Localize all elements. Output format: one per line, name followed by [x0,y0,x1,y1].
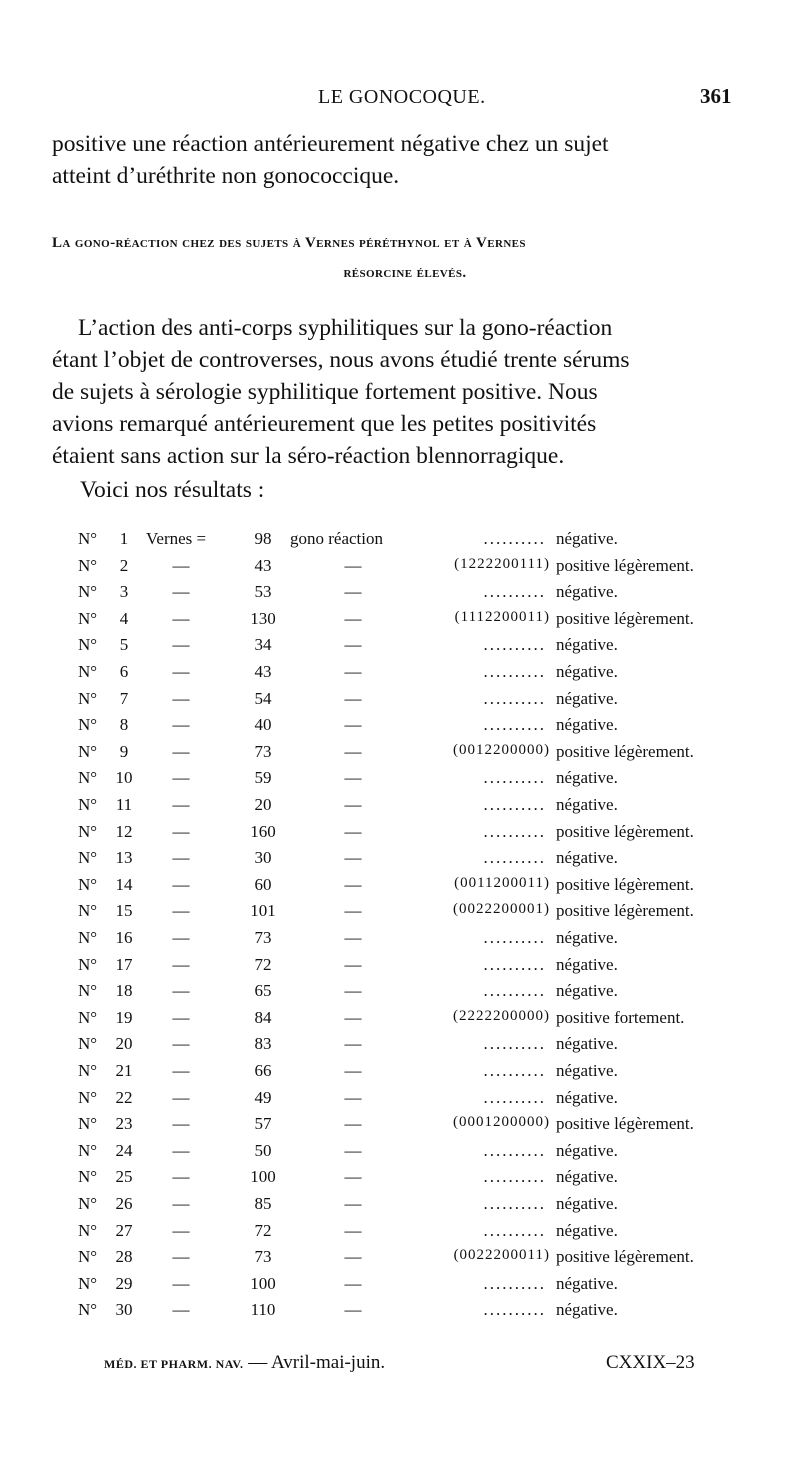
row-number-label: N° [78,1061,98,1080]
footer-journal-issue: — Avril-mai-juin. [243,1352,386,1373]
result-row [0,1247,800,1273]
result-row [0,928,800,954]
result-row [0,609,800,635]
reaction-code: (0012200000) [453,741,550,758]
result-row [0,1167,800,1193]
row-number: 8 [119,715,129,735]
result-text: négative. [556,1087,618,1107]
row-number-label: N° [78,1247,98,1267]
ditto-dash: — [172,848,190,868]
row-number: 1 [119,529,129,548]
leader-dots: .......... [483,1194,546,1213]
section-heading [52,228,758,288]
page-footer [0,1352,800,1382]
ditto-dash: — [172,768,190,788]
result-row [0,1194,800,1220]
result-text: négative. [556,768,618,788]
intro-line: atteint d’uréthrite non gonococcique. [52,163,400,189]
vernes-label: Vernes = [146,529,207,548]
result-text: négative. [556,954,618,974]
result-text: négative. [556,1220,618,1240]
section-heading-line: La gono-réaction chez des sujets à Vernes péréthynol et à Vernes [52,235,526,251]
body-paragraph [52,312,752,472]
row-number-label: N° [78,635,98,655]
ditto-dash: — [172,1114,190,1134]
result-row [0,1141,800,1167]
vernes-value: 54 [254,688,272,708]
footer-signature: CXXIX–23 [606,1352,695,1373]
ditto-dash: — [172,1194,190,1213]
row-number-label: N° [78,1007,98,1027]
result-text: négative. [556,715,618,735]
vernes-value: 110 [250,1300,276,1320]
row-number: 26 [115,1194,133,1213]
result-text: négative. [556,1273,618,1293]
reaction-code: (0022200001) [453,901,550,918]
ditto-dash: — [172,901,190,921]
vernes-value: 20 [254,795,272,814]
row-number-label: N° [78,848,98,868]
ditto-dash: — [172,795,190,814]
ditto-dash: — [344,741,362,761]
ditto-dash: — [344,1034,362,1054]
leader-dots: .......... [483,715,546,735]
result-row [0,1061,800,1087]
row-number: 23 [115,1114,133,1134]
ditto-dash: — [344,635,362,655]
row-number-label: N° [78,1273,98,1293]
row-number: 12 [115,821,133,841]
row-number: 28 [115,1247,133,1267]
ditto-dash: — [344,662,362,681]
row-number-label: N° [78,821,98,841]
result-row [0,1008,800,1034]
ditto-dash: — [172,1273,190,1293]
ditto-dash: — [344,1087,362,1107]
ditto-dash: — [172,1247,190,1267]
result-row [0,955,800,981]
vernes-value: 34 [254,635,272,655]
ditto-dash: — [172,741,190,761]
row-number: 17 [115,954,133,974]
vernes-value: 83 [254,1034,272,1054]
ditto-dash: — [344,848,362,868]
result-text: négative. [556,662,618,681]
row-number-label: N° [78,555,98,575]
ditto-dash: — [344,1247,362,1267]
leader-dots: .......... [483,529,546,548]
result-text: positive légèrement. [556,555,694,575]
body-line: étaient sans action sur la séro-réaction blennorragique. [52,443,565,469]
vernes-value: 40 [254,715,272,735]
ditto-dash: — [172,954,190,974]
leader-dots: .......... [483,1220,546,1240]
row-number: 30 [115,1300,133,1320]
row-number-label: N° [78,954,98,974]
page-number: 361 [700,84,732,108]
row-number-label: N° [78,874,98,894]
vernes-value: 160 [250,821,276,841]
leader-dots: .......... [483,662,546,681]
body-line: étant l’objet de controverses, nous avons étudié trente sérums [52,347,630,373]
row-number-label: N° [78,981,98,1001]
result-text: négative. [556,795,618,814]
row-number: 11 [115,795,133,814]
result-row [0,529,800,555]
ditto-dash: — [344,1167,362,1187]
ditto-dash: — [344,1273,362,1293]
reaction-code: (1112200011) [454,608,550,625]
ditto-dash: — [344,608,362,628]
ditto-dash: — [172,1007,190,1027]
row-number-label: N° [78,1087,98,1107]
result-row [0,582,800,608]
row-number: 21 [115,1061,133,1080]
leader-dots: .......... [483,1167,546,1187]
vernes-value: 30 [254,848,272,868]
row-number: 18 [115,981,133,1001]
reaction-code: (1222200111) [454,555,550,572]
vernes-value: 43 [254,555,272,575]
result-text: négative. [556,1167,618,1187]
ditto-dash: — [344,954,362,974]
row-number: 13 [115,848,133,868]
result-text: négative. [556,981,618,1001]
row-number: 6 [119,662,129,681]
row-number: 10 [115,768,133,788]
row-number: 20 [115,1034,133,1054]
result-text: négative. [556,688,618,708]
vernes-value: 72 [254,954,272,974]
ditto-dash: — [172,1167,190,1187]
ditto-dash: — [172,981,190,1001]
ditto-dash: — [172,1034,190,1054]
reaction-code: (0011200011) [454,874,550,891]
result-row [0,1114,800,1140]
section-heading-line: résorcine élevés. [343,265,467,281]
ditto-dash: — [344,1194,362,1213]
row-number: 16 [115,928,133,947]
running-head [0,86,800,116]
vernes-value: 84 [254,1007,272,1027]
ditto-dash: — [172,608,190,628]
row-number: 3 [119,582,129,602]
row-number: 4 [119,608,129,628]
result-text: négative. [556,1140,618,1160]
leader-dots: .......... [483,821,546,841]
vernes-value: 73 [254,1247,272,1267]
vernes-value: 60 [254,874,272,894]
result-text: négative. [556,582,618,602]
ditto-dash: — [172,555,190,575]
ditto-dash: — [344,582,362,602]
row-number: 19 [115,1007,133,1027]
row-number-label: N° [78,662,98,681]
result-text: négative. [556,1034,618,1054]
result-text: positive légèrement. [556,874,694,894]
ditto-dash: — [344,821,362,841]
result-row [0,635,800,661]
vernes-value: 73 [254,741,272,761]
result-text: positive légèrement. [556,1114,694,1134]
footer-journal [104,1352,385,1374]
ditto-dash: — [344,715,362,735]
footer-journal-abbrev: MÉD. ET PHARM. NAV. [104,1357,244,1371]
leader-dots: .......... [483,981,546,1001]
ditto-dash: — [172,688,190,708]
result-row [0,848,800,874]
ditto-dash: — [172,715,190,735]
result-row [0,1274,800,1300]
leader-dots: .......... [483,1140,546,1160]
leader-dots: .......... [483,848,546,868]
ditto-dash: — [172,928,190,947]
result-row [0,742,800,768]
body-line: L’action des anti-corps syphilitiques sur la gono-réaction [78,315,613,341]
reaction-code: (2222200000) [453,1007,550,1024]
vernes-value: 59 [254,768,272,788]
reaction-code: (0001200000) [453,1114,550,1131]
row-number: 24 [115,1140,133,1160]
ditto-dash: — [344,1220,362,1240]
result-row [0,556,800,582]
row-number: 22 [115,1087,133,1107]
result-text: positive légèrement. [556,741,694,761]
vernes-value: 85 [254,1194,272,1213]
row-number-label: N° [78,795,98,814]
result-text: négative. [556,1061,618,1080]
row-number-label: N° [78,582,98,602]
result-row [0,1221,800,1247]
result-row [0,1088,800,1114]
row-number: 14 [115,874,133,894]
row-number: 2 [119,555,129,575]
row-number-label: N° [78,1140,98,1160]
body-line: de sujets à sérologie syphilitique fortement positive. Nous [52,379,598,405]
ditto-dash: — [344,1300,362,1320]
ditto-dash: — [172,821,190,841]
ditto-dash: — [172,635,190,655]
ditto-dash: — [172,582,190,602]
leader-dots: .......... [483,768,546,788]
result-row [0,689,800,715]
intro-paragraph [52,128,752,192]
ditto-dash: — [344,981,362,1001]
vernes-value: 100 [250,1167,276,1187]
leader-dots: .......... [483,688,546,708]
ditto-dash: — [344,901,362,921]
leader-dots: .......... [483,928,546,947]
result-text: positive légèrement. [556,1247,694,1267]
row-number-label: N° [78,688,98,708]
vernes-value: 53 [254,582,272,602]
ditto-dash: — [344,555,362,575]
ditto-dash: — [172,1061,190,1080]
result-text: négative. [556,928,618,947]
result-text: positive légèrement. [556,608,694,628]
row-number-label: N° [78,768,98,788]
ditto-dash: — [172,1087,190,1107]
result-text: positive légèrement. [556,901,694,921]
row-number: 25 [115,1167,133,1187]
row-number-label: N° [78,1194,98,1213]
vernes-value: 98 [254,529,272,548]
vernes-value: 100 [250,1273,276,1293]
result-row [0,795,800,821]
ditto-dash: — [172,662,190,681]
gono-reaction-label: gono réaction [290,529,383,548]
ditto-dash: — [344,1007,362,1027]
vernes-value: 66 [254,1061,272,1080]
row-number-label: N° [78,1220,98,1240]
leader-dots: .......... [483,795,546,814]
vernes-value: 49 [254,1087,272,1107]
vernes-value: 43 [254,662,272,681]
ditto-dash: — [172,1220,190,1240]
result-row [0,875,800,901]
leader-dots: .......... [483,954,546,974]
row-number-label: N° [78,741,98,761]
row-number-label: N° [78,608,98,628]
row-number: 5 [119,635,129,655]
result-row [0,1300,800,1326]
ditto-dash: — [344,1140,362,1160]
row-number-label: N° [78,529,98,548]
result-row [0,715,800,741]
row-number: 15 [115,901,133,921]
leader-dots: .......... [483,635,546,655]
ditto-dash: — [344,1114,362,1134]
result-text: positive légèrement. [556,821,694,841]
result-row [0,1034,800,1060]
result-text: négative. [556,635,618,655]
row-number-label: N° [78,715,98,735]
vernes-value: 57 [254,1114,272,1134]
result-text: négative. [556,1300,618,1320]
row-number-label: N° [78,1114,98,1134]
leader-dots: .......... [483,1061,546,1080]
intro-line: positive une réaction antérieurement négative chez un sujet [52,131,609,157]
row-number-label: N° [78,1167,98,1187]
row-number-label: N° [78,1300,98,1320]
vernes-value: 73 [254,928,272,947]
ditto-dash: — [344,688,362,708]
result-text: négative. [556,1194,618,1213]
result-row [0,662,800,688]
row-number: 7 [119,688,129,708]
vernes-value: 50 [254,1140,272,1160]
running-title: LE GONOCOQUE. [318,86,486,108]
row-number-label: N° [78,1034,98,1054]
body-line: avions remarqué antérieurement que les petites positivités [52,411,597,437]
leader-dots: .......... [483,1034,546,1054]
row-number-label: N° [78,901,98,921]
ditto-dash: — [172,874,190,894]
leader-dots: .......... [483,1087,546,1107]
ditto-dash: — [172,1140,190,1160]
ditto-dash: — [344,928,362,947]
ditto-dash: — [344,795,362,814]
result-row [0,768,800,794]
result-row [0,822,800,848]
result-text: négative. [556,529,618,548]
result-row [0,981,800,1007]
reaction-code: (0022200011) [453,1247,550,1264]
row-number: 29 [115,1273,133,1293]
row-number-label: N° [78,928,98,947]
ditto-dash: — [172,1300,190,1320]
vernes-value: 72 [254,1220,272,1240]
vernes-value: 65 [254,981,272,1001]
vernes-value: 130 [250,608,276,628]
row-number: 9 [119,741,129,761]
leader-dots: .......... [483,1273,546,1293]
ditto-dash: — [344,1061,362,1080]
leader-dots: .......... [483,1300,546,1320]
row-number: 27 [115,1220,133,1240]
results-lead: Voici nos résultats : [80,477,265,503]
leader-dots: .......... [483,582,546,602]
result-row [0,901,800,927]
result-text: négative. [556,848,618,868]
ditto-dash: — [344,874,362,894]
vernes-value: 101 [250,901,276,921]
result-text: positive fortement. [556,1007,685,1027]
ditto-dash: — [344,768,362,788]
